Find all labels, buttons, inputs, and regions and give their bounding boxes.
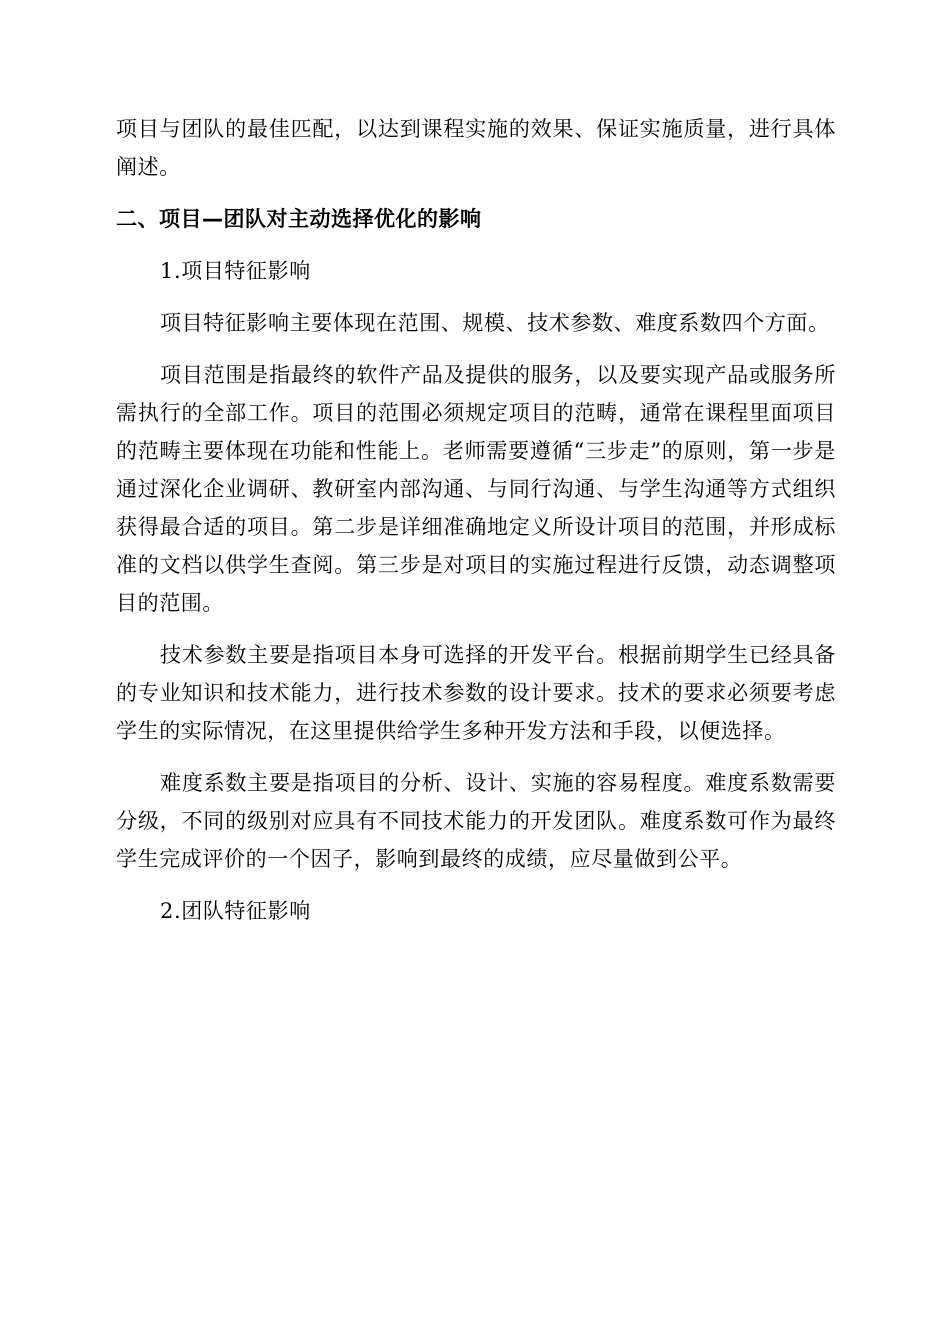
paragraph-difficulty-coefficient: 难度系数主要是指项目的分析、设计、实施的容易程度。难度系数需要分级，不同的级别对应具有不同技术能力的开发团队。难度系数可作为最终学生完成评价的一个因子，影响到最终的成绩，应尽量做到公平。 xyxy=(116,771,836,871)
paragraph-project-scope: 项目范围是指最终的软件产品及提供的服务，以及要实现产品或服务所需执行的全部工作。项目的范围必须规定项目的范畴，通常在课程里面项目的范畴主要体现在功能和性能上。老师需要遵循“三步走”的原则，第一步是通过深化企业调研、教研室内部沟通、与同行沟通、与学生沟通等方式组织获得最合适的项目。第二步是详细准确地定义所设计项目的范围，并形成标准的文档以供学生查阅。第三步是对项目的实施过程进行反馈，动态调整项目的范围。 xyxy=(116,363,836,615)
intro-paragraph: 项目与团队的最佳匹配，以达到课程实施的效果、保证实施质量，进行具体阐述。 xyxy=(116,117,836,179)
paragraph-project-features: 项目特征影响主要体现在范围、规模、技术参数、难度系数四个方面。 xyxy=(160,311,830,335)
section-heading: 二、项目—团队对主动选择优化的影响 xyxy=(116,207,482,231)
paragraph-technical-parameters: 技术参数主要是指项目本身可选择的开发平台。根据前期学生已经具备的专业知识和技术能力，进行技术参数的设计要求。技术的要求必须要考虑学生的实际情况，在这里提供给学生多种开发方法和手段，以便选择。 xyxy=(116,643,836,743)
subsection-heading-project: 1.项目特征影响 xyxy=(160,259,311,283)
document-body xyxy=(116,110,836,930)
subsection-heading-team: 2.团队特征影响 xyxy=(160,899,311,923)
